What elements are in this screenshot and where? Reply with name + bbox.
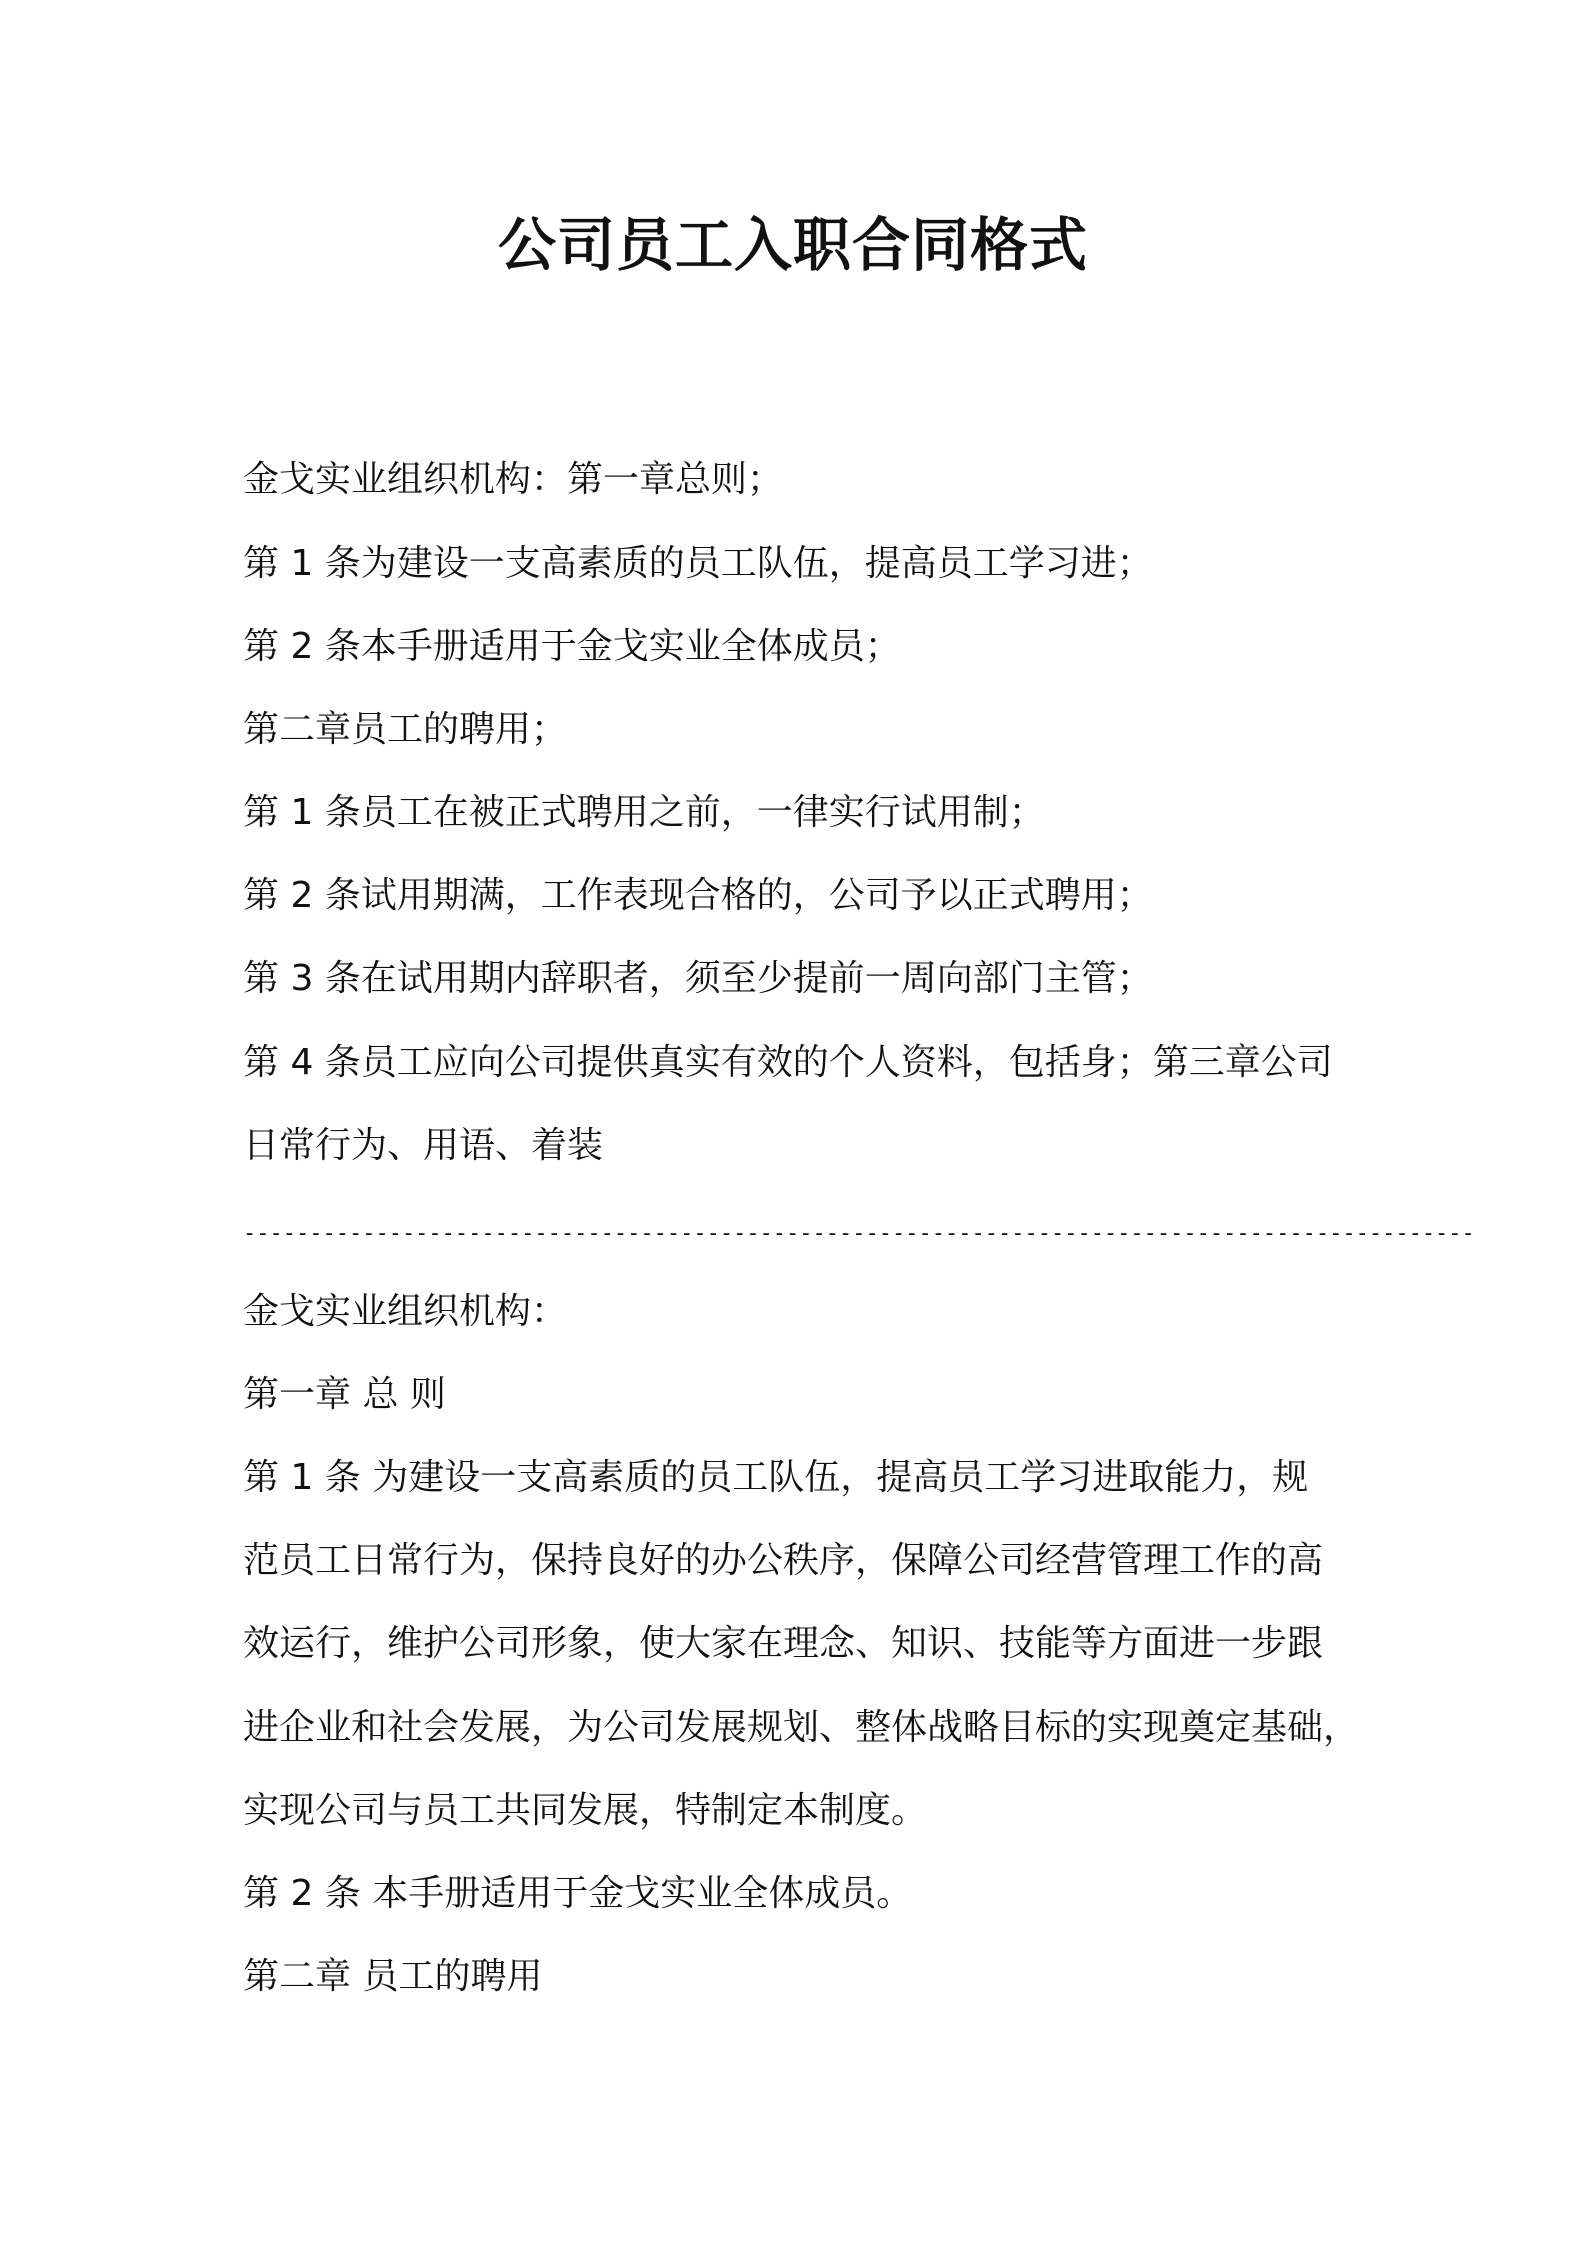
body-line-4: 范员工日常行为，保持良好的办公秩序，保障公司经营管理工作的高 — [243, 1540, 1324, 1581]
summary-line-1: 金戈实业组织机构：第一章总则； — [243, 459, 784, 500]
summary-line-9: 日常行为、用语、着装 — [243, 1125, 604, 1166]
summary-line-8: 第 4 条员工应向公司提供真实有效的个人资料，包括身；第三章公司 — [243, 1042, 1333, 1083]
body-line-2: 第一章 总 则 — [243, 1374, 446, 1415]
summary-line-6: 第 2 条试用期满，工作表现合格的，公司予以正式聘用； — [243, 875, 1153, 916]
section-separator: --------------------------------------------------------------------------------------------- — [243, 1221, 1475, 1246]
document-title: 公司员工入职合同格式 — [497, 211, 1088, 279]
body-line-8: 第 2 条 本手册适用于金戈实业全体成员。 — [243, 1873, 913, 1914]
summary-line-5: 第 1 条员工在被正式聘用之前，一律实行试用制； — [243, 792, 1045, 833]
body-line-1: 金戈实业组织机构： — [243, 1291, 568, 1332]
summary-line-7: 第 3 条在试用期内辞职者，须至少提前一周向部门主管； — [243, 958, 1153, 999]
summary-line-2: 第 1 条为建设一支高素质的员工队伍，提高员工学习进； — [243, 543, 1153, 584]
summary-line-3: 第 2 条本手册适用于金戈实业全体成员； — [243, 626, 901, 667]
body-line-5: 效运行，维护公司形象，使大家在理念、知识、技能等方面进一步跟 — [243, 1623, 1324, 1664]
body-line-6: 进企业和社会发展，为公司发展规划、整体战略目标的实现奠定基础， — [243, 1707, 1360, 1748]
summary-line-4: 第二章员工的聘用； — [243, 709, 568, 750]
body-line-7: 实现公司与员工共同发展，特制定本制度。 — [243, 1790, 928, 1831]
body-line-3: 第 1 条 为建设一支高素质的员工队伍，提高员工学习进取能力，规 — [243, 1457, 1309, 1498]
body-line-9: 第二章 员工的聘用 — [243, 1956, 543, 1997]
